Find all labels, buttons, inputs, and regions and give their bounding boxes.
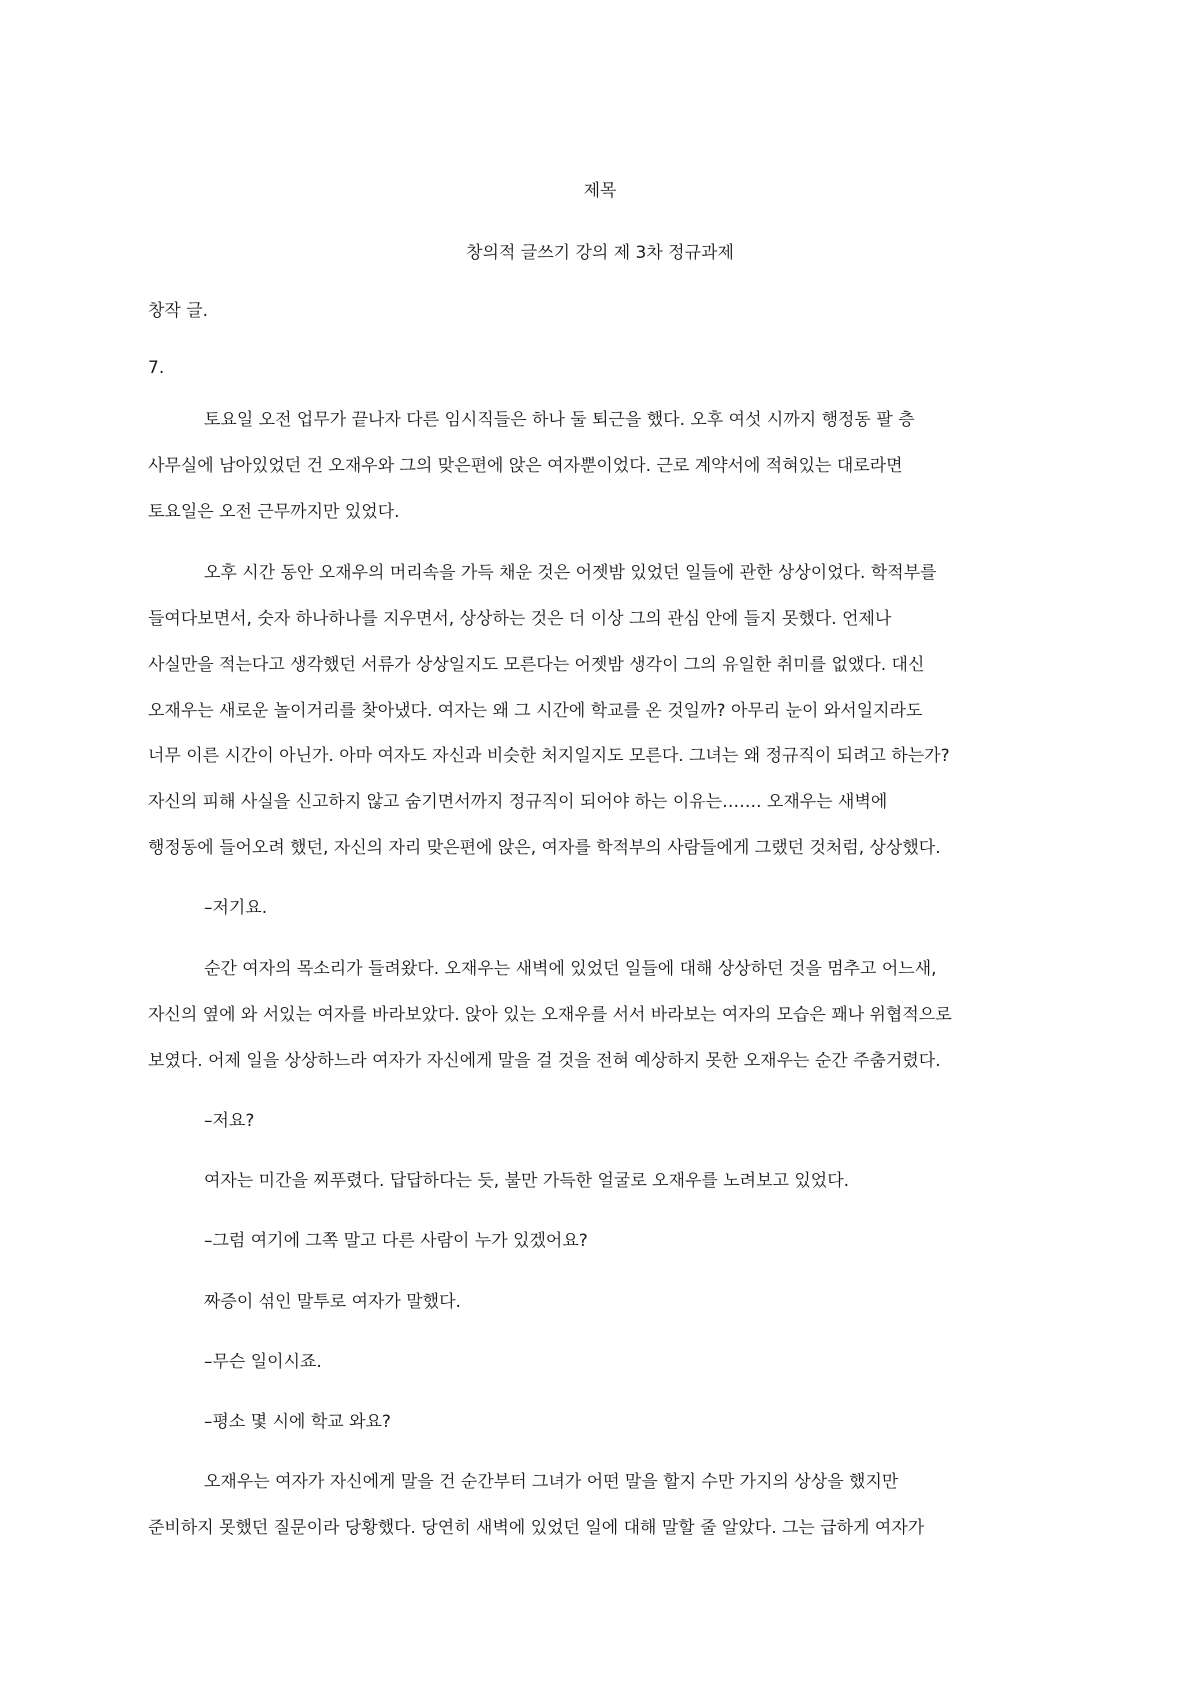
paragraph-2-line: 행정동에 들어오려 했던, 자신의 자리 맞은편에 앉은, 여자를 학적부의 사람들에게 그랬던 것처럼, 상상했다. — [148, 838, 941, 858]
paragraph-2-line: 너무 이른 시간이 아닌가. 아마 여자도 자신과 비슷한 처지일지도 모른다. 그녀는 왜 정규직이 되려고 하는가? — [148, 746, 950, 766]
paragraph-4-line: 여자는 미간을 찌푸렸다. 답답하다는 듯, 불만 가득한 얼굴로 오재우를 노려보고 있었다. — [204, 1171, 850, 1191]
genre-label: 창작 글. — [148, 301, 209, 321]
paragraph-6-line: 준비하지 못했던 질문이라 당황했다. 당연히 새벽에 있었던 일에 대해 말할 줄 알았다. 그는 급하게 여자가 — [148, 1518, 925, 1538]
paragraph-3-line: 보였다. 어제 일을 상상하느라 여자가 자신에게 말을 걸 것을 전혀 예상하지 못한 오재우는 순간 주춤거렸다. — [148, 1051, 941, 1071]
dialogue-line: –평소 몇 시에 학교 와요? — [204, 1412, 391, 1432]
paragraph-2-line: 오후 시간 동안 오재우의 머리속을 가득 채운 것은 어젯밤 있었던 일들에 관한 상상이었다. 학적부를 — [204, 563, 937, 583]
paragraph-1-line: 토요일은 오전 근무까지만 있었다. — [148, 502, 400, 522]
paragraph-5-line: 짜증이 섞인 말투로 여자가 말했다. — [204, 1292, 461, 1312]
paragraph-2-line: 오재우는 새로운 놀이거리를 찾아냈다. 여자는 왜 그 시간에 학교를 온 것일까? 아무리 눈이 와서일지라도 — [148, 701, 923, 721]
document-subtitle: 창의적 글쓰기 강의 제 3차 정규과제 — [466, 243, 734, 263]
dialogue-line: –그럼 여기에 그쪽 말고 다른 사람이 누가 있겠어요? — [204, 1231, 588, 1251]
dialogue-line: –무슨 일이시죠. — [204, 1352, 322, 1372]
paragraph-1-line: 사무실에 남아있었던 건 오재우와 그의 맞은편에 앉은 여자뿐이었다. 근로 계약서에 적혀있는 대로라면 — [148, 456, 903, 476]
paragraph-2-line: 들여다보면서, 숫자 하나하나를 지우면서, 상상하는 것은 더 이상 그의 관심 안에 들지 못했다. 언제나 — [148, 609, 892, 629]
paragraph-1-line: 토요일 오전 업무가 끝나자 다른 임시직들은 하나 둘 퇴근을 했다. 오후 여섯 시까지 행정동 팔 층 — [204, 410, 915, 430]
paragraph-3-line: 자신의 옆에 와 서있는 여자를 바라보았다. 앉아 있는 오재우를 서서 바라보는 여자의 모습은 꽤나 위협적으로 — [148, 1005, 952, 1025]
dialogue-line: –저기요. — [204, 898, 268, 918]
paragraph-2-line: 사실만을 적는다고 생각했던 서류가 상상일지도 모른다는 어젯밤 생각이 그의 유일한 취미를 없앴다. 대신 — [148, 655, 925, 675]
paragraph-3-line: 순간 여자의 목소리가 들려왔다. 오재우는 새벽에 있었던 일들에 대해 상상하던 것을 멈추고 어느새, — [204, 959, 937, 979]
dialogue-line: –저요? — [204, 1111, 255, 1131]
chapter-number: 7. — [148, 358, 165, 378]
paragraph-6-line: 오재우는 여자가 자신에게 말을 건 순간부터 그녀가 어떤 말을 할지 수만 가지의 상상을 했지만 — [204, 1472, 899, 1492]
paragraph-2-line: 자신의 피해 사실을 신고하지 않고 숨기면서까지 정규직이 되어야 하는 이유는……. 오재우는 새벽에 — [148, 792, 888, 812]
document-title: 제목 — [583, 181, 617, 201]
